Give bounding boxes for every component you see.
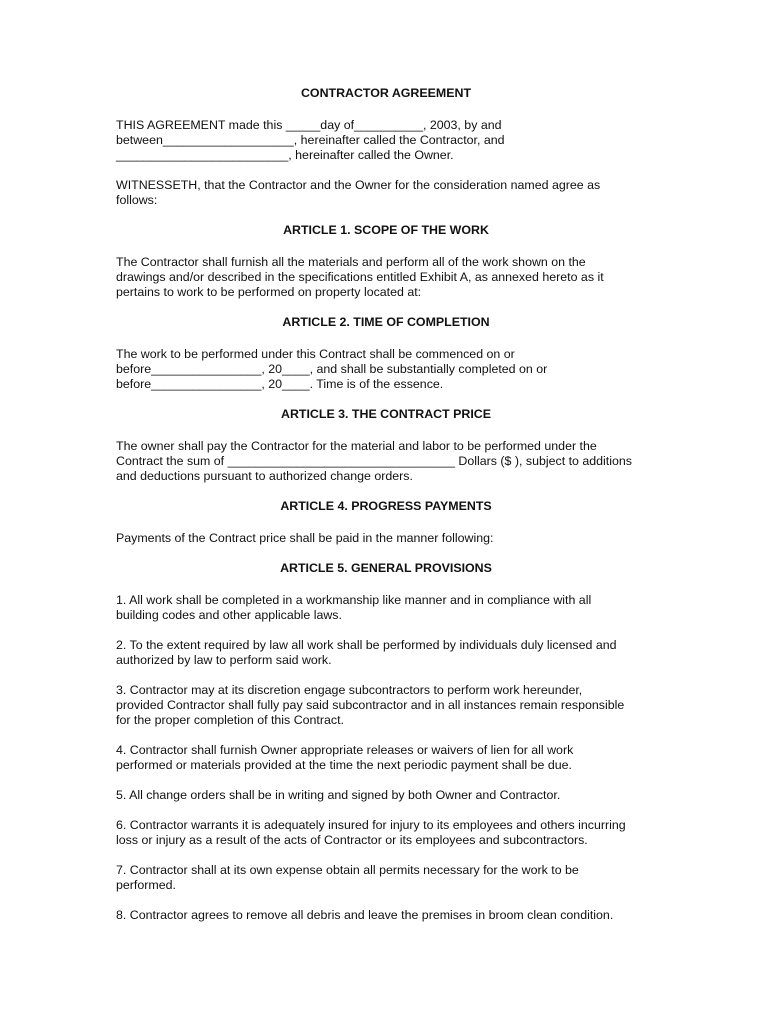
- article-line: The Contractor shall furnish all the materials and perform all of the work shown on the: [116, 255, 586, 269]
- provision-line: 5. All change orders shall be in writing and signed by both Owner and Contractor.: [116, 788, 561, 802]
- article-1-heading: ARTICLE 1. SCOPE OF THE WORK: [283, 223, 489, 237]
- provision-line: loss or injury as a result of the acts of Contractor or its employees and subcontractors.: [116, 833, 588, 847]
- provision-4: [116, 743, 656, 773]
- provision-6: [116, 818, 656, 848]
- provision-line: 7. Contractor shall at its own expense obtain all permits necessary for the work to be: [116, 863, 579, 877]
- provision-line: building codes and other applicable laws.: [116, 608, 342, 622]
- provision-line: provided Contractor shall fully pay said subcontractor and in all instances remain responsible: [116, 698, 625, 712]
- article-line: pertains to work to be performed on property located at:: [116, 285, 422, 299]
- provision-line: 2. To the extent required by law all work shall be performed by individuals duly licensed and: [116, 638, 617, 652]
- article-line: before________________, 20____. Time is of the essence.: [116, 377, 444, 391]
- article-line: before________________, 20____, and shall be substantially completed on or: [116, 362, 548, 376]
- provision-line: authorized by law to perform said work.: [116, 653, 332, 667]
- intro-line: _________________________, hereinafter called the Owner.: [116, 148, 454, 162]
- provision-3: [116, 683, 656, 728]
- provision-2: [116, 638, 656, 668]
- intro-paragraph: [116, 118, 656, 163]
- article-3-heading: ARTICLE 3. THE CONTRACT PRICE: [281, 407, 491, 421]
- provision-line: performed or materials provided at the time the next periodic payment shall be due.: [116, 758, 572, 772]
- provision-line: 8. Contractor agrees to remove all debris and leave the premises in broom clean condition.: [116, 908, 614, 922]
- article-1-paragraph: [116, 255, 656, 300]
- witnesseth-paragraph: [116, 178, 656, 208]
- provision-line: 3. Contractor may at its discretion engage subcontractors to perform work hereunder,: [116, 683, 583, 697]
- provision-line: performed.: [116, 878, 176, 892]
- article-line: The owner shall pay the Contractor for the material and labor to be performed under the: [116, 439, 597, 453]
- article-2-heading: ARTICLE 2. TIME OF COMPLETION: [282, 315, 490, 329]
- article-4-paragraph: [116, 531, 656, 546]
- article-line: The work to be performed under this Contract shall be commenced on or: [116, 347, 515, 361]
- article-line: drawings and/or described in the specifications entitled Exhibit A, as annexed hereto as it: [116, 270, 604, 284]
- document-page: [116, 86, 656, 938]
- intro-line: between___________________, hereinafter called the Contractor, and: [116, 133, 505, 147]
- witnesseth-line: WITNESSETH, that the Contractor and the Owner for the consideration named agree as: [116, 178, 601, 192]
- article-2-paragraph: [116, 347, 656, 392]
- article-line: and deductions pursuant to authorized change orders.: [116, 469, 413, 483]
- article-3-paragraph: [116, 439, 656, 484]
- provision-8: [116, 908, 656, 923]
- intro-line: THIS AGREEMENT made this _____day of__________, 2003, by and: [116, 118, 502, 132]
- provision-line: 6. Contractor warrants it is adequately insured for injury to its employees and others incurring: [116, 818, 626, 832]
- provision-line: for the proper completion of this Contract.: [116, 713, 344, 727]
- article-5-heading: ARTICLE 5. GENERAL PROVISIONS: [280, 561, 492, 575]
- provision-5: [116, 788, 656, 803]
- provision-line: 4. Contractor shall furnish Owner appropriate releases or waivers of lien for all work: [116, 743, 574, 757]
- witnesseth-line: follows:: [116, 193, 158, 207]
- article-line: Contract the sum of _________________________________ Dollars ($ ), subject to additions: [116, 454, 632, 468]
- provision-line: 1. All work shall be completed in a workmanship like manner and in compliance with all: [116, 593, 592, 607]
- article-line: Payments of the Contract price shall be paid in the manner following:: [116, 531, 494, 545]
- provision-1: [116, 593, 656, 623]
- document-title: CONTRACTOR AGREEMENT: [300, 86, 472, 100]
- article-4-heading: ARTICLE 4. PROGRESS PAYMENTS: [280, 499, 492, 513]
- provision-7: [116, 863, 656, 893]
